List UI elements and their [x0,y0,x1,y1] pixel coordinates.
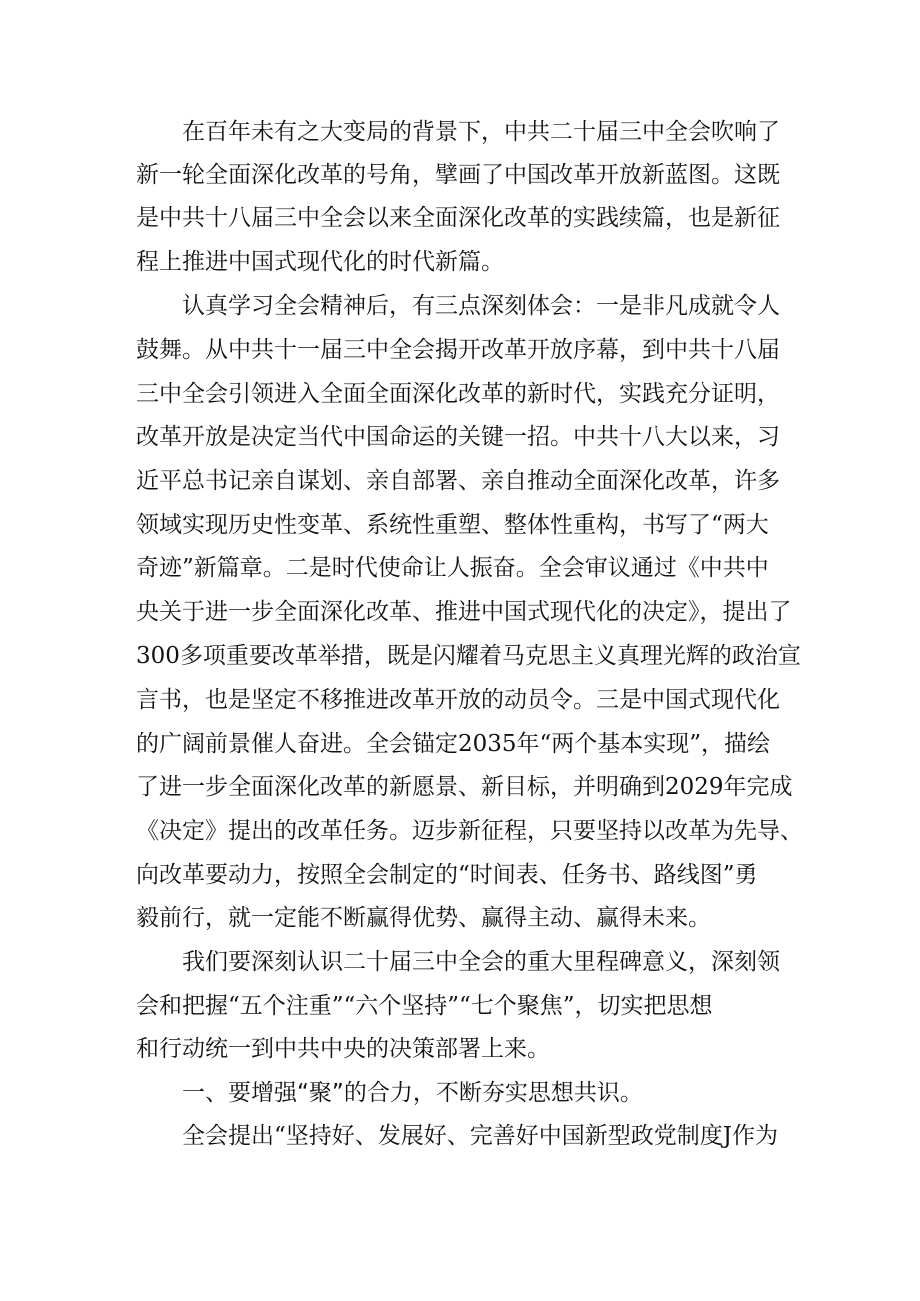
paragraph-2-line-6: 领域实现历史性变革、系统性重塑、整体性重构，书写了“两大 [136,512,769,538]
paragraph-1-line-4: 程上推进中国式现代化的时代新篇。 [136,249,504,275]
paragraph-2-line-1: 认真学习全会精神后，有三点深刻体会：一是非凡成就令人 [182,293,780,319]
paragraph-1-line-2: 新一轮全面深化改革的号角，擘画了中国改革开放新蓝图。这既 [136,162,780,188]
paragraph-2-line-11: 的广阔前景催人奋进。全会锚定2035年“两个基本实现”，描绘 [136,731,771,757]
paragraph-2-line-13: 《决定》提出的改革任务。迈步新征程，只要坚持以改革为先导、 [136,818,803,844]
paragraph-2-line-4: 改革开放是决定当代中国命运的关键一招。中共十八大以来，习 [136,424,780,450]
paragraph-2-line-9: 300多项重要改革举措，既是闪耀着马克思主义真理光辉的政治宣 [136,643,801,669]
paragraph-3-line-2: 会和把握“五个注重”“六个坚持”“七个聚焦”，切实把思想 [136,993,713,1019]
paragraph-2-line-7: 奇迹”新篇章。二是时代使命让人振奋。全会审议通过《中共中 [136,555,769,581]
paragraph-4-line-1: 全会提出“坚持好、发展好、完善好中国新型政党制度J作为 [182,1123,778,1149]
paragraph-2-line-5: 近平总书记亲自谋划、亲自部署、亲自推动全面深化改革，许多 [136,468,780,494]
paragraph-2-line-10: 言书，也是坚定不移推进改革开放的动员令。三是中国式现代化 [136,687,780,713]
paragraph-3-line-3: 和行动统一到中共中央的决策部署上来。 [136,1036,550,1062]
paragraph-2-line-14: 向改革要动力，按照全会制定的“时间表、任务书、路线图”勇 [136,862,758,888]
paragraph-1-line-1: 在百年未有之大变局的背景下，中共二十届三中全会吹响了 [182,119,780,145]
paragraph-2-line-12: 了进一步全面深化改革的新愿景、新目标，并明确到2029年完成 [136,774,793,800]
paragraph-2-line-15: 毅前行，就一定能不断赢得优势、赢得主动、赢得未来。 [136,905,711,931]
paragraph-2-line-2: 鼓舞。从中共十一届三中全会揭开改革开放序幕，到中共十八届 [136,337,780,363]
paragraph-1-line-3: 是中共十八届三中全会以来全面深化改革的实践续篇，也是新征 [136,205,780,231]
paragraph-2-line-8: 央关于进一步全面深化改革、推进中国式现代化的决定》，提出了 [136,599,792,625]
paragraph-3-line-1: 我们要深刻认识二十届三中全会的重大里程碑意义，深刻领 [182,949,780,975]
section-heading: 一、要增强“聚”的合力，不断夯实思想共识。 [182,1080,643,1106]
paragraph-2-line-3: 三中全会引领进入全面全面深化改革的新时代，实践充分证明， [136,381,780,407]
